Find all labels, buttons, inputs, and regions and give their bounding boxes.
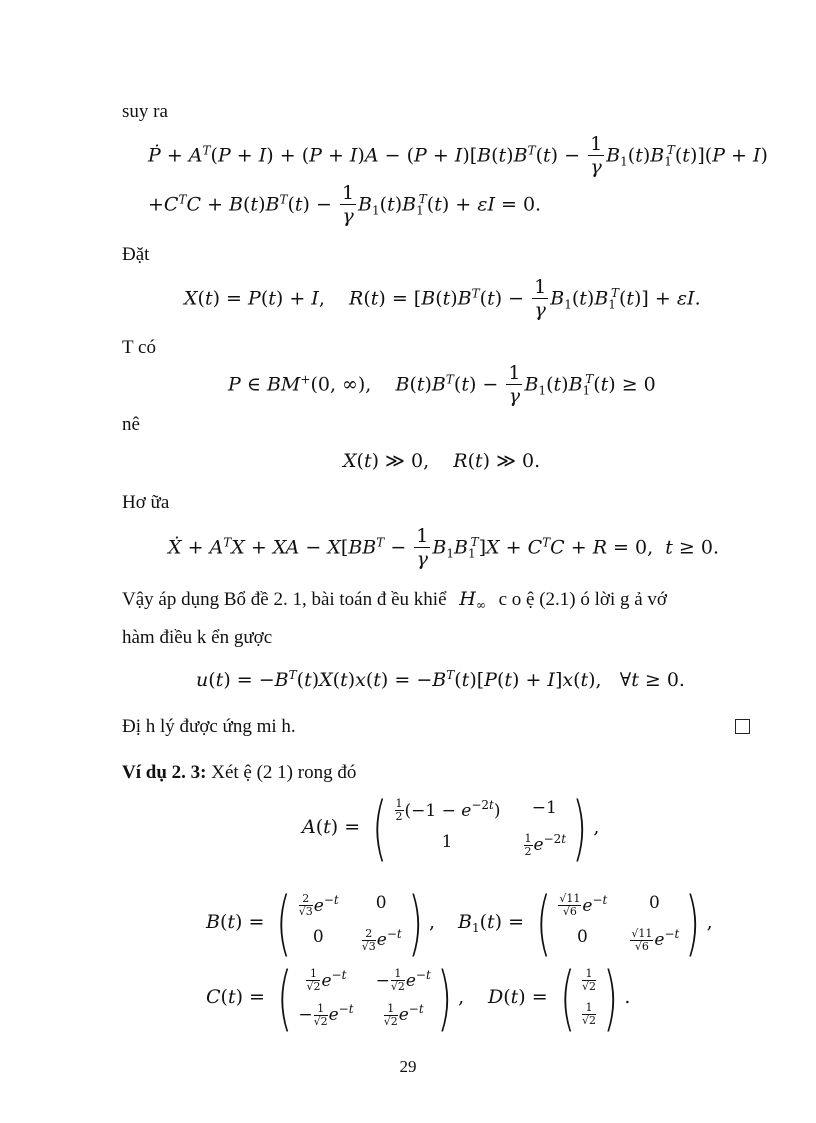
page-number: 29 [399,1057,417,1076]
example-label: Ví dụ 2. 3: [122,762,207,783]
equation-conditions: P ∈ BM+(0, ∞), $B(t)B^T(t)$ − $\frac{1}{\gamma}$ $B_1(t)B_1^T(t) \ge 0$ [228,362,656,407]
text-ta-co: T có [122,337,156,358]
equation-control-law: $u(t) = -B^T(t)X(t)x(t) = -B^T(t)[P(t) + I]x(t)$, ∀t ≥ 0. [196,668,685,691]
equation-definitions-x-r: X(t) = P(t) + I, $R(t) = [B(t)B^T(t)$ − $\frac{1}{\gamma}$ $B_1(t)B_1^T(t)] + \varepsilon I$. [184,276,701,321]
text-dinh-ly: Đị h lý được ứng mi h. [122,716,296,737]
equation-algebraic-riccati: Ẋ + $A^TX$ + XA − $X[BB^T$ − $\frac{1}{\gamma}$ $B_1B_1^T]X + C^TC + R = 0$, t ≥ 0. [168,525,719,570]
text-dat: Đặt [122,244,150,265]
matrix-b: B(t) = ( $\frac{2}{√3}$ $e^{-t}$ 0 0 $\frac{2}{√3}$ $e^{-t}$ ) , [206,882,436,964]
matrix-b1: $B_1(t)$ = ( $\frac{√11}{√6}$ $e^{-t}$ 0 0 $\frac{√11}{√6}$ $e^{-t}$ ) , [458,882,713,964]
equation-riccati-line2: $+C^TC + B(t)B^T(t)$ − $\frac{1}{\gamma}$ $B_1(t)B_1^T(t) + \varepsilon I = 0$. [148,182,542,227]
matrix-a: A(t) = ( $\frac{1}{2}$ $(-1 - e^{-2t})$ −1 1 $\frac{1}{2}$ $e^{-2t}$ ) , [302,787,600,869]
matrix-d: D(t) = ( $\frac{1}{√2}$ $\frac{1}{√2}$ ) . [488,957,631,1039]
text-vay-ap-dung: Vậy áp dụng Bổ đề 2. 1, bài toán đ ều khiể $H_\infty$ c o ệ (2.1) ó lời g ả vớ [122,588,667,612]
qed-square-icon [735,719,750,734]
example-heading [122,762,356,784]
text-nen: nê [122,414,140,435]
text-ham-dieu-khien: hàm điều k ển gược [122,627,273,648]
equation-positivity: X(t) ≫ 0, R(t) ≫ 0. [343,450,541,472]
text-hon-nua: Hơ ữa [122,492,170,513]
example-text: Xét ệ (2 1) rong đó [206,762,357,783]
text-suy-ra: suy ra [122,101,168,122]
equation-riccati-line1: Ṗ + $A^T(P + I) + (P + I)A - (P + I)[B(t)B^T(t)$ − $\frac{1}{\gamma}$ $B_1(t)B_1^T(t)](P + I)$ [148,133,768,178]
matrix-c: C(t) = ( $\frac{1}{√2}$ $e^{-t}$ − $\frac{1}{√2}$ $e^{-t}$ − $\frac{1}{√2}$ $e^{-t}$ $\frac{1}{√2}$ $e^{-t}$ ) , [206,957,465,1039]
